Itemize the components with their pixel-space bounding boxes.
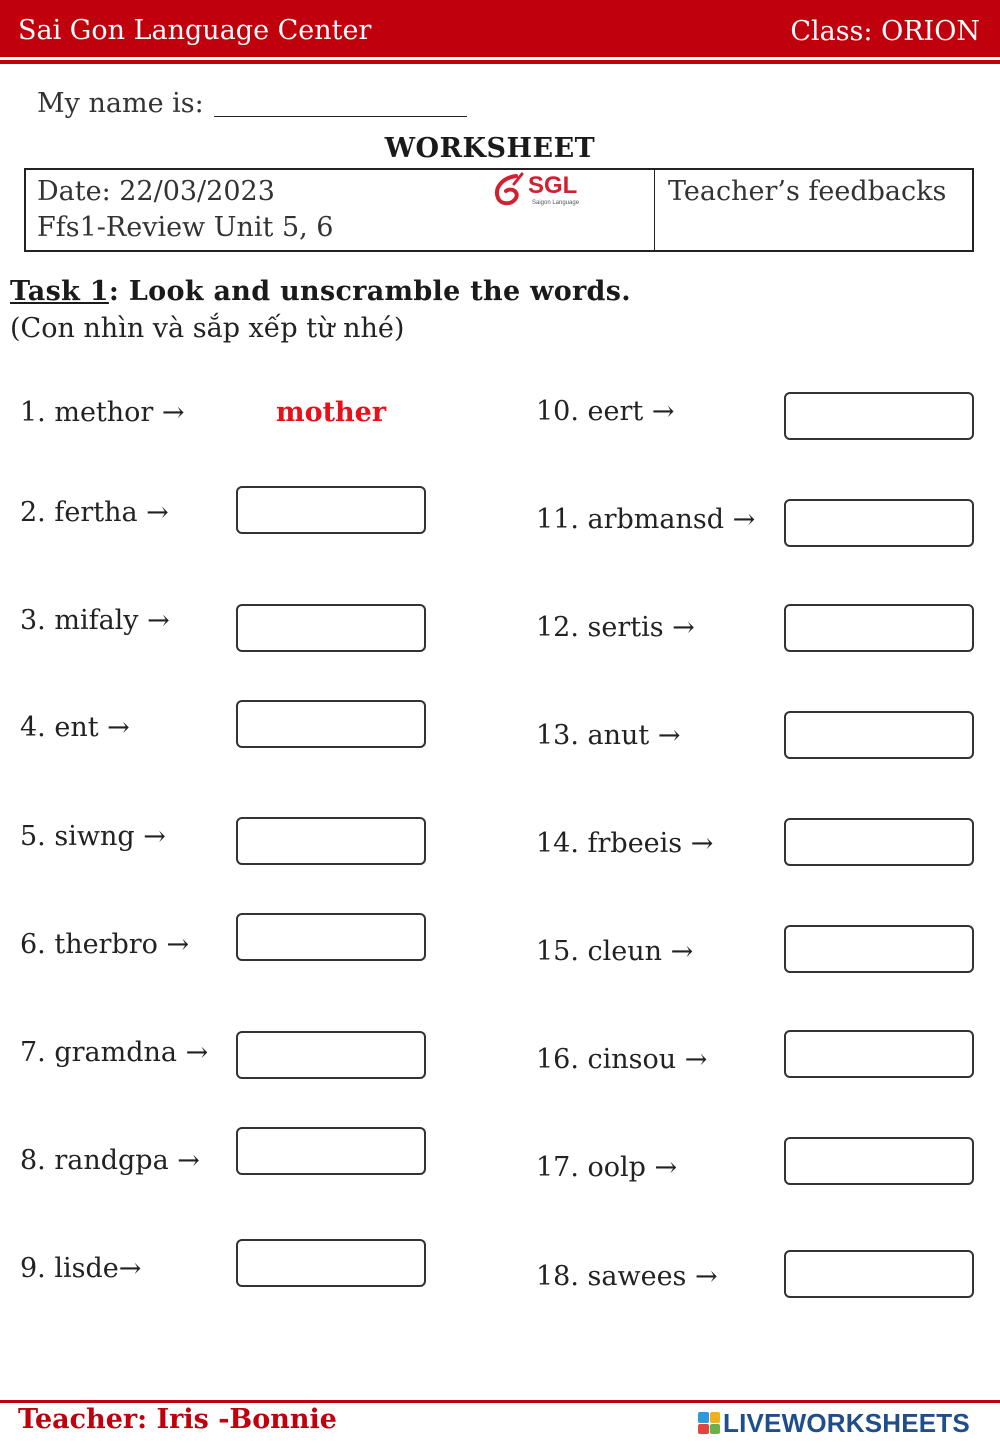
answer-input[interactable] [236, 817, 426, 865]
sgl-logo [492, 172, 592, 212]
item-label: 13. anut → [536, 720, 681, 751]
item-label: 7. gramdna → [20, 1037, 209, 1068]
item-label: 1. methor → [20, 397, 185, 428]
task-number: Task 1 [10, 276, 109, 307]
liveworksheets-brand[interactable] [698, 1408, 970, 1438]
class-label: Class: ORION [790, 16, 980, 47]
example-answer: mother [276, 397, 387, 428]
item-label: 14. frbeeis → [536, 828, 714, 859]
center-name: Sai Gon Language Center [18, 15, 372, 46]
item-label: 5. siwng → [20, 821, 166, 852]
sgl-swirl-icon [492, 172, 526, 208]
answer-input[interactable] [784, 818, 974, 866]
header-divider [0, 60, 1000, 64]
answer-input[interactable] [784, 499, 974, 547]
info-divider [654, 168, 655, 252]
answer-input[interactable] [236, 1127, 426, 1175]
item-label: 12. sertis → [536, 612, 695, 643]
item-label: 3. mifaly → [20, 605, 170, 636]
answer-input[interactable] [236, 1239, 426, 1287]
logo-subtext: Saigon Language [532, 200, 580, 206]
answer-input[interactable] [236, 913, 426, 961]
liveworksheets-wordmark: LIVEWORKSHEETS [723, 1407, 970, 1438]
logo-text: SGL [528, 172, 578, 199]
footer-divider [0, 1400, 1000, 1403]
item-label: 10. eert → [536, 396, 675, 427]
answer-input[interactable] [236, 1031, 426, 1079]
item-label: 4. ent → [20, 712, 130, 743]
answer-input[interactable] [236, 486, 426, 534]
unit-label: Ffs1-Review Unit 5, 6 [37, 212, 334, 243]
worksheet-title: WORKSHEET [384, 133, 596, 164]
item-label: 18. sawees → [536, 1261, 718, 1292]
item-label: 2. fertha → [20, 497, 169, 528]
date-label: Date: 22/03/2023 [37, 176, 275, 207]
name-label: My name is: [37, 88, 204, 119]
item-label: 17. oolp → [536, 1152, 678, 1183]
item-label: 11. arbmansd → [536, 504, 756, 535]
task-instruction: : Look and unscramble the words. [108, 276, 631, 307]
answer-input[interactable] [784, 1250, 974, 1298]
answer-input[interactable] [784, 711, 974, 759]
task-title [10, 276, 631, 307]
item-label: 6. therbro → [20, 929, 190, 960]
item-label: 16. cinsou → [536, 1044, 708, 1075]
answer-input[interactable] [784, 925, 974, 973]
teacher-name: Teacher: Iris -Bonnie [18, 1404, 337, 1435]
feedback-label: Teacher’s feedbacks [668, 176, 947, 207]
item-label: 8. randgpa → [20, 1145, 200, 1176]
item-label: 9. lisde→ [20, 1253, 142, 1284]
answer-input[interactable] [784, 1030, 974, 1078]
item-label: 15. cleun → [536, 936, 694, 967]
answer-input[interactable] [784, 392, 974, 440]
answer-input[interactable] [784, 604, 974, 652]
name-underline [214, 116, 467, 117]
answer-input[interactable] [236, 700, 426, 748]
answer-input[interactable] [784, 1137, 974, 1185]
task-subtitle: (Con nhìn và sắp xếp từ nhé) [10, 313, 405, 344]
answer-input[interactable] [236, 604, 426, 652]
liveworksheets-logo-icon [698, 1412, 720, 1434]
